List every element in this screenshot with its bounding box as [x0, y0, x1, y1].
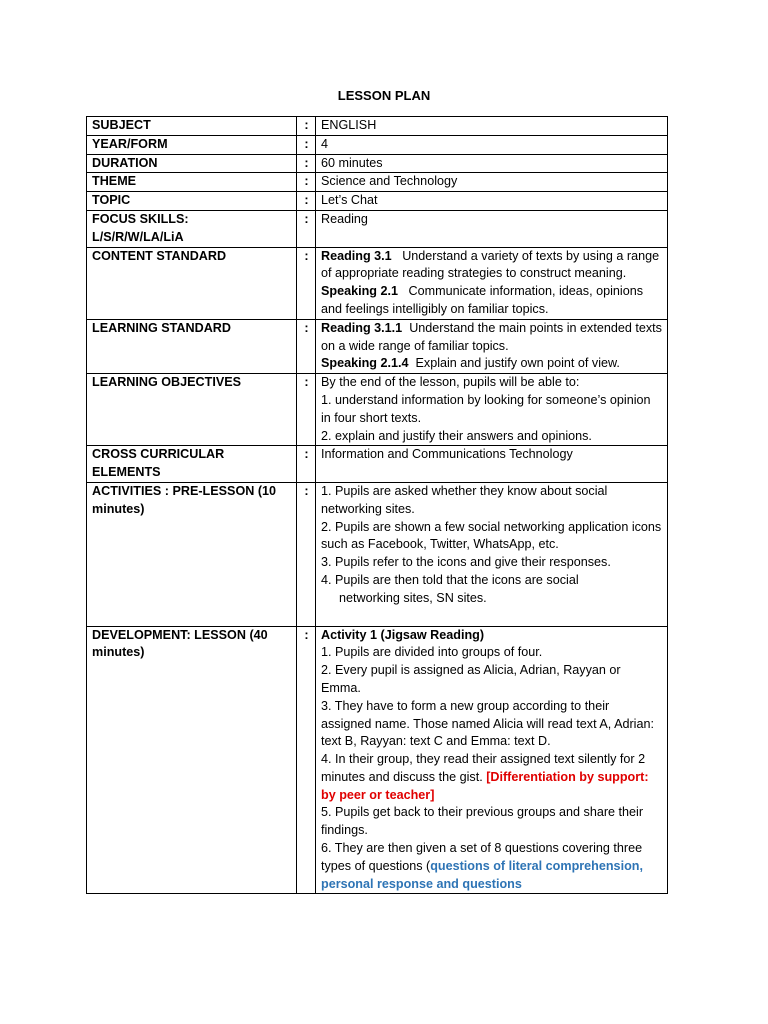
- row-label: SUBJECT: [87, 117, 297, 136]
- list-item: 1. Pupils are divided into groups of four.: [321, 645, 543, 660]
- list-item: networking sites, SN sites.: [339, 590, 487, 605]
- colon-separator: :: [297, 154, 316, 173]
- row-theme: [87, 173, 668, 192]
- row-learning-standard: [87, 319, 668, 373]
- standard-code: Reading 3.1: [321, 248, 392, 263]
- list-item: [321, 840, 663, 893]
- colon-separator: :: [297, 192, 316, 211]
- list-item-text: 4. In their group, they read their assigned text silently for 2 minutes and discuss the gist.: [321, 752, 646, 784]
- colon-separator: :: [297, 135, 316, 154]
- standard-code: Reading 3.1.1: [321, 320, 403, 335]
- colon-separator: :: [297, 117, 316, 136]
- list-item: 2. explain and justify their answers and opinions.: [321, 428, 592, 443]
- row-cross-curricular: [87, 446, 668, 483]
- row-label: [87, 210, 297, 247]
- row-value: Information and Communications Technology: [316, 446, 668, 483]
- list-item: 1. Pupils are asked whether they know about social networking sites.: [321, 483, 608, 516]
- row-value: Let’s Chat: [316, 192, 668, 211]
- row-topic: [87, 192, 668, 211]
- label-line: FOCUS SKILLS:: [92, 211, 189, 226]
- row-development-lesson: [87, 626, 668, 894]
- standard-text: Explain and justify own point of view.: [415, 356, 620, 371]
- objectives-intro: By the end of the lesson, pupils will be able to:: [321, 375, 580, 390]
- differentiation-note: [Differentiation by support: by peer or teacher]: [321, 769, 649, 802]
- label-line: L/S/R/W/LA/LiA: [92, 229, 184, 244]
- row-focus-skills: [87, 210, 668, 247]
- list-item: 5. Pupils get back to their previous groups and share their findings.: [321, 805, 644, 838]
- row-subject: [87, 117, 668, 136]
- list-item: 3. Pupils refer to the icons and give their responses.: [321, 555, 611, 570]
- list-item: 4. Pupils are then told that the icons are social: [321, 572, 579, 587]
- row-pre-lesson: [87, 482, 668, 626]
- colon-separator: :: [297, 173, 316, 192]
- colon-separator: :: [297, 482, 316, 626]
- row-value: 4: [316, 135, 668, 154]
- colon-separator: :: [297, 247, 316, 319]
- standard-code: Speaking 2.1.4: [321, 356, 409, 371]
- row-value: Reading: [316, 210, 668, 247]
- row-label: [87, 482, 297, 626]
- row-value: 60 minutes: [316, 154, 668, 173]
- row-duration: [87, 154, 668, 173]
- row-content-standard: [87, 247, 668, 319]
- colon-separator: :: [297, 319, 316, 373]
- standard-text: Understand a variety of texts by using a range of appropriate reading strategies to construct meaning.: [321, 248, 660, 281]
- list-item: [321, 751, 663, 804]
- row-label: TOPIC: [87, 192, 297, 211]
- label-line: minutes): [92, 645, 145, 660]
- row-value: [316, 626, 668, 894]
- row-label: DURATION: [87, 154, 297, 173]
- question-types-note: questions of literal comprehension, personal response and questions: [321, 858, 643, 891]
- row-label: [87, 446, 297, 483]
- row-label: THEME: [87, 173, 297, 192]
- activity-title: Activity 1 (Jigsaw Reading): [321, 627, 485, 642]
- label-line: minutes): [92, 501, 145, 516]
- row-label: LEARNING OBJECTIVES: [87, 374, 297, 446]
- list-item: 2. Pupils are shown a few social networking application icons such as Facebook, Twitter, WhatsApp, etc.: [321, 519, 662, 552]
- label-line: ACTIVITIES : PRE-LESSON (10: [92, 483, 277, 498]
- row-value: Science and Technology: [316, 173, 668, 192]
- colon-separator: :: [297, 374, 316, 446]
- colon-separator: :: [297, 210, 316, 247]
- lesson-plan-table: [86, 116, 668, 894]
- row-learning-objectives: [87, 374, 668, 446]
- row-value: [316, 482, 668, 626]
- row-label: CONTENT STANDARD: [87, 247, 297, 319]
- row-value: ENGLISH: [316, 117, 668, 136]
- list-item: 2. Every pupil is assigned as Alicia, Adrian, Rayyan or Emma.: [321, 663, 621, 695]
- row-label: YEAR/FORM: [87, 135, 297, 154]
- list-item: 3. They have to form a new group according to their assigned name. Those named Alicia will read text A, Adrian: text B, Rayyan: text C and Emma: text D.: [321, 698, 654, 749]
- row-value: [316, 247, 668, 319]
- row-label: [87, 626, 297, 894]
- colon-separator: :: [297, 626, 316, 894]
- standard-code: Speaking 2.1: [321, 284, 398, 299]
- label-line: CROSS CURRICULAR: [92, 447, 225, 462]
- list-item-text: 6. They are then given a set of 8 questions covering three types of questions (: [321, 841, 643, 873]
- document-title: LESSON PLAN: [337, 88, 431, 103]
- standard-text: Understand the main points in extended texts on a wide range of familiar topics.: [321, 320, 662, 353]
- row-value: [316, 319, 668, 373]
- colon-separator: :: [297, 446, 316, 483]
- list-item: 1. understand information by looking for someone’s opinion in four short texts.: [321, 392, 651, 425]
- row-label: LEARNING STANDARD: [87, 319, 297, 373]
- row-value: [316, 374, 668, 446]
- row-year-form: [87, 135, 668, 154]
- label-line: ELEMENTS: [92, 465, 161, 480]
- standard-text: Communicate information, ideas, opinions and feelings intelligibly on familiar topics.: [321, 284, 644, 316]
- label-line: DEVELOPMENT: LESSON (40: [92, 627, 268, 642]
